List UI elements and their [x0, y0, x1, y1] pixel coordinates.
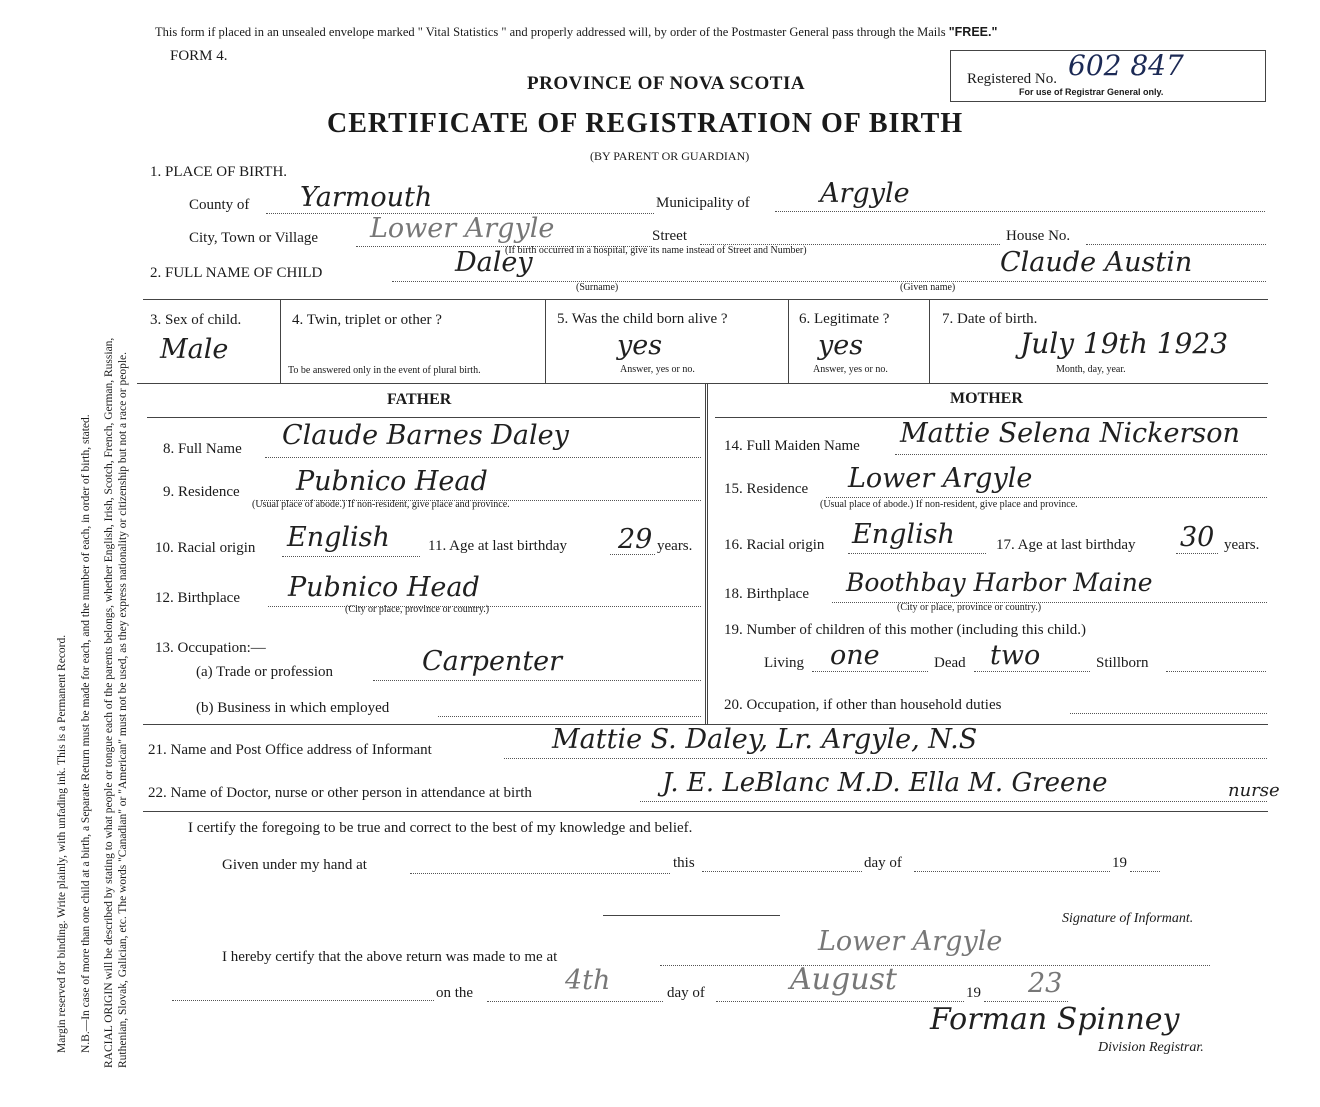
this-line: [702, 871, 862, 872]
business-line: [438, 716, 701, 717]
margin-note-racial-origin-2: Ruthenian, Slovak, Galician, etc. The words "Canadian" or "American" must not be used, as they express nationality or citizenship but not a race or people.: [117, 351, 129, 1068]
mother-years-label: years.: [1224, 537, 1260, 553]
doctor-value: J. E. LeBlanc M.D. Ella M. Greene: [662, 768, 1108, 798]
margin-note-racial-origin-1: RACIAL ORIGIN will be described by stating to what people or tongue each of the parents belongs, whether English, Irish, Scotch, French, German, Russian,: [103, 337, 115, 1068]
mother-age-label: 17. Age at last birthday: [996, 537, 1136, 553]
children-count-label: 19. Number of children of this mother (including this child.): [724, 622, 1087, 638]
informant-label: 21. Name and Post Office address of Informant: [148, 742, 432, 758]
registrar-statement: I hereby certify that the above return was made to me at: [222, 949, 558, 965]
mother-occupation-line: [1070, 713, 1267, 714]
father-heading: FATHER: [387, 391, 452, 408]
county-value: Yarmouth: [300, 182, 433, 213]
father-heading-rule: [147, 417, 700, 418]
mother-age: 30: [1180, 522, 1215, 553]
mother-racial-label: 16. Racial origin: [724, 537, 825, 553]
trade-value: Carpenter: [422, 646, 563, 677]
mother-birthplace: Boothbay Harbor Maine: [846, 568, 1153, 597]
registrar-place-line: [660, 965, 1210, 966]
margin-note-binding: Margin reserved for binding. Write plainly, with unfading ink. This is a Permanent Record.: [56, 634, 68, 1053]
dead-value: two: [990, 640, 1041, 671]
informant-signature-label: Signature of Informant.: [1062, 911, 1194, 926]
father-years-label: years.: [657, 538, 693, 554]
doctor-label: 22. Name of Doctor, nurse or other person in attendance at birth: [148, 785, 532, 801]
father-birthplace: Pubnico Head: [288, 572, 480, 603]
mother-age-line: [1176, 553, 1218, 554]
registrar-day-of-label: day of: [667, 985, 705, 1001]
margin-note-multiple-births: N.B.—In case of more than one child at a birth, a Separate Return must be made for each, and the number of each, in order of birth, stated.: [80, 414, 92, 1053]
stillborn-label: Stillborn: [1096, 655, 1149, 671]
occupation-label: 13. Occupation:—: [155, 640, 266, 656]
child-given-name: Claude Austin: [1000, 247, 1193, 278]
city-value: Lower Argyle: [370, 213, 555, 244]
living-line: [812, 671, 928, 672]
mother-occupation-label: 20. Occupation, if other than household duties: [724, 697, 1002, 713]
registrar-signature: Forman Spinney: [930, 1002, 1180, 1037]
divider-3-4: [280, 300, 281, 383]
given-under-hand-label: Given under my hand at: [222, 857, 367, 873]
child-surname: Daley: [455, 247, 533, 278]
registrar-place: Lower Argyle: [818, 926, 1003, 957]
dead-label: Dead: [934, 655, 966, 671]
divider-6-7: [929, 300, 930, 383]
informant-value: Mattie S. Daley, Lr. Argyle, N.S: [552, 724, 978, 755]
date-of-birth-note: Month, day, year.: [1056, 364, 1126, 375]
father-birthplace-note: (City or place, province or country.): [345, 604, 490, 615]
cert-year-prefix: 19: [1112, 855, 1127, 871]
mother-racial-line: [848, 553, 986, 554]
legitimate-value: yes: [818, 330, 864, 361]
father-mother-divider: [705, 384, 708, 724]
date-of-birth-value: July 19th 1923: [1020, 327, 1229, 360]
certification-top-rule: [143, 811, 1268, 812]
trade-line: [373, 680, 701, 681]
mother-name: Mattie Selena Nickerson: [900, 418, 1240, 449]
informant-signature-line: [603, 915, 780, 916]
doctor-nurse: nurse: [1228, 780, 1280, 801]
doctor-line: [640, 801, 1267, 802]
house-number-line: [1086, 244, 1266, 245]
registered-number: 602 847: [1068, 49, 1184, 82]
place-of-birth-heading: 1. PLACE OF BIRTH.: [150, 164, 288, 180]
hospital-note: (If birth occurred in a hospital, give its name instead of Street and Number): [505, 245, 807, 256]
twin-note: To be answered only in the event of plural birth.: [288, 365, 481, 376]
mother-residence: Lower Argyle: [848, 463, 1033, 494]
business-label: (b) Business in which employed: [196, 700, 390, 716]
twin-label: 4. Twin, triplet or other ?: [292, 312, 442, 328]
street-label: Street: [652, 228, 687, 244]
father-residence: Pubnico Head: [296, 466, 488, 497]
born-alive-note: Answer, yes or no.: [620, 364, 695, 375]
registration-year-prefix: 19: [966, 985, 981, 1001]
father-residence-note: (Usual place of abode.) If non-resident, give place and province.: [252, 499, 510, 510]
mail-notice: [155, 25, 997, 40]
county-label: County of: [189, 197, 250, 213]
mother-name-line: [895, 454, 1267, 455]
sex-value: Male: [160, 334, 229, 365]
father-racial-label: 10. Racial origin: [155, 540, 256, 556]
informant-line: [504, 758, 1267, 759]
father-racial-line: [282, 556, 420, 557]
city-label: City, Town or Village: [189, 230, 319, 246]
father-birthplace-label: 12. Birthplace: [155, 590, 240, 606]
dead-line: [974, 671, 1090, 672]
this-label: this: [673, 855, 695, 871]
sex-label: 3. Sex of child.: [150, 312, 242, 328]
registered-box: [950, 50, 1266, 102]
certification-statement: I certify the foregoing to be true and correct to the best of my knowledge and belief.: [188, 820, 693, 836]
mother-residence-line: [826, 497, 1267, 498]
mother-residence-note: (Usual place of abode.) If non-resident, give place and province.: [820, 499, 1078, 510]
registration-day: 4th: [565, 965, 611, 996]
free-label: "FREE.": [948, 25, 998, 39]
born-alive-label: 5. Was the child born alive ?: [557, 311, 728, 327]
living-label: Living: [764, 655, 804, 671]
divider-4-5: [545, 300, 546, 383]
month-line: [716, 1001, 964, 1002]
father-name-line: [265, 457, 701, 458]
day-of-line: [914, 871, 1110, 872]
born-alive-value: yes: [617, 330, 663, 361]
father-name-label: 8. Full Name: [163, 441, 242, 457]
mother-racial: English: [852, 519, 955, 550]
father-age: 29: [618, 524, 653, 555]
registration-year-suffix: 23: [1028, 968, 1063, 999]
father-name: Claude Barnes Daley: [282, 420, 569, 451]
mother-heading: MOTHER: [950, 390, 1023, 407]
day-line: [487, 1001, 663, 1002]
father-residence-label: 9. Residence: [163, 484, 240, 500]
child-name-label: 2. FULL NAME OF CHILD: [150, 265, 323, 281]
form-number: FORM 4.: [170, 48, 228, 64]
mail-notice-text: This form if placed in an unsealed envelope marked " Vital Statistics " and properly addressed will, by order of the Postmaster General pass through the Mails: [155, 25, 946, 39]
cert-year-line: [1130, 871, 1160, 872]
father-age-label: 11. Age at last birthday: [428, 538, 567, 554]
mother-birthplace-note: (City or place, province or country.): [897, 602, 1042, 613]
registrar-note: For use of Registrar General only.: [1019, 87, 1164, 97]
house-number-label: House No.: [1006, 228, 1071, 244]
on-the-label: on the: [436, 985, 474, 1001]
registered-label: Registered No.: [967, 71, 1057, 87]
living-value: one: [830, 640, 880, 671]
province-heading: PROVINCE OF NOVA SCOTIA: [527, 73, 806, 94]
father-racial: English: [287, 522, 390, 553]
date-of-birth-label: 7. Date of birth.: [942, 311, 1038, 327]
stillborn-line: [1166, 671, 1266, 672]
row-3-top-rule: [143, 299, 1268, 300]
day-of-label: day of: [864, 855, 902, 871]
municipality-label: Municipality of: [656, 195, 750, 211]
registrar-signature-label: Division Registrar.: [1098, 1040, 1204, 1055]
registrar-leader-line: [172, 1000, 434, 1001]
row-3-bottom-rule: [137, 383, 1268, 384]
surname-note: (Surname): [576, 282, 619, 293]
mother-name-label: 14. Full Maiden Name: [724, 438, 860, 454]
trade-label: (a) Trade or profession: [196, 664, 334, 680]
given-name-note: (Given name): [900, 282, 956, 293]
divider-5-6: [788, 300, 789, 383]
legitimate-note: Answer, yes or no.: [813, 364, 888, 375]
page-subtitle: (BY PARENT OR GUARDIAN): [590, 149, 750, 163]
registration-month: August: [790, 962, 897, 997]
mother-residence-label: 15. Residence: [724, 481, 809, 497]
municipality-line: [775, 211, 1265, 212]
legitimate-label: 6. Legitimate ?: [799, 311, 890, 327]
mother-birthplace-label: 18. Birthplace: [724, 586, 809, 602]
child-name-line: [392, 281, 1266, 282]
given-place-line: [410, 873, 670, 874]
municipality-value: Argyle: [820, 178, 910, 209]
page-title: CERTIFICATE OF REGISTRATION OF BIRTH: [327, 108, 964, 139]
